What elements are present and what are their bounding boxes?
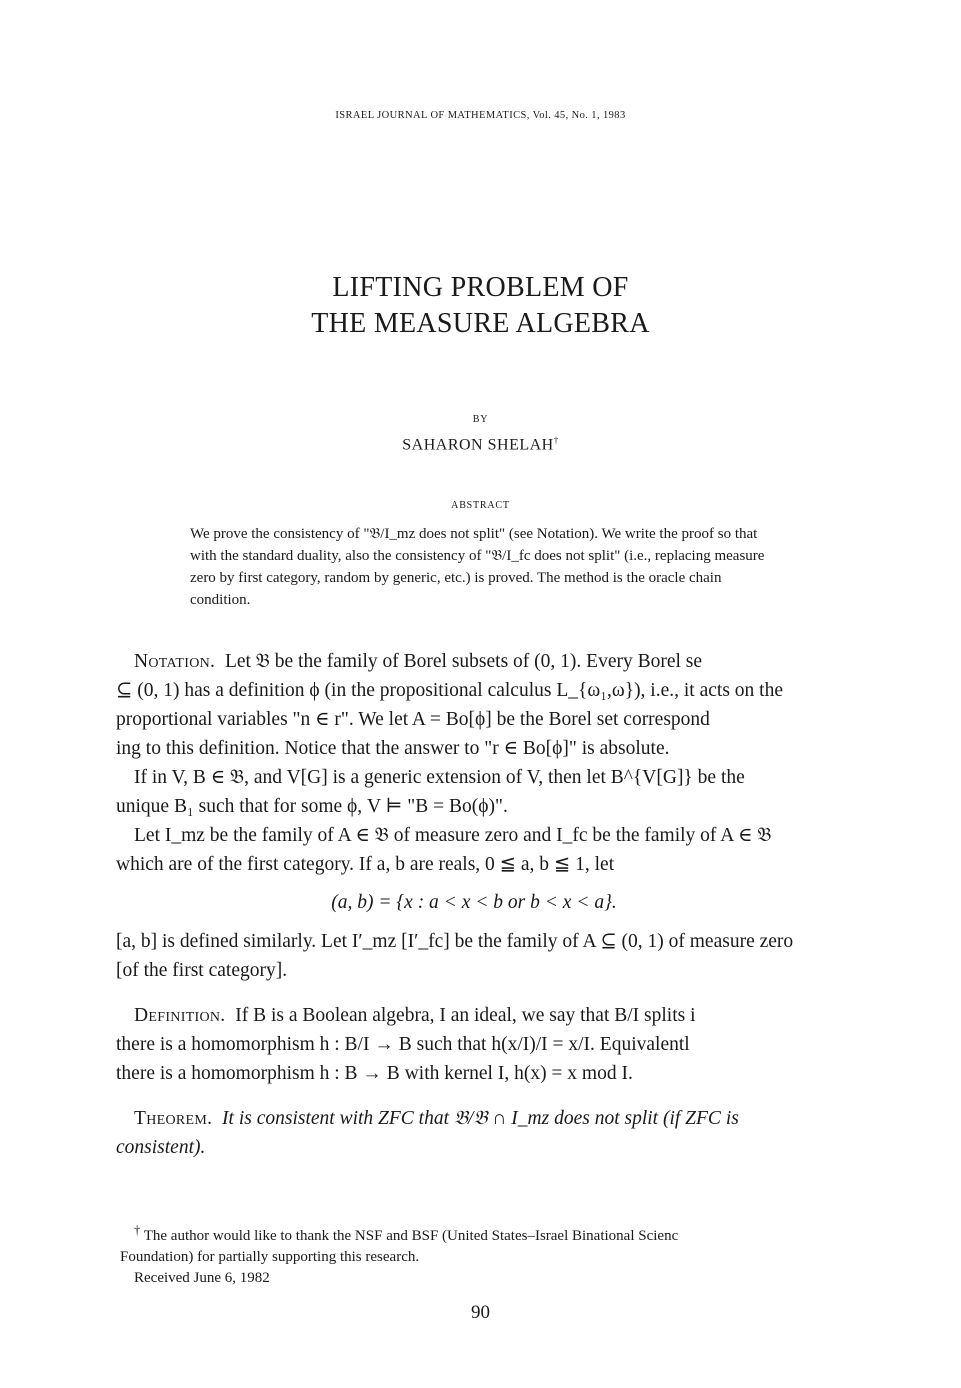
abstract-heading: ABSTRACT	[451, 500, 510, 511]
definition-line: Definition. If B is a Boolean algebra, I an ideal, we say that B/I splits i	[134, 1005, 696, 1026]
author-footnote-mark: †	[553, 435, 559, 445]
generic-extension-line: unique B₁ such that for some ϕ, V ⊨ "B = Bo(ϕ)".	[116, 796, 508, 817]
theorem-line: Theorem. It is consistent with ZFC that 𝔅/𝔅 ∩ I_mz does not split (if ZFC is	[134, 1108, 739, 1129]
abstract-text: We prove the consistency of "𝔅/I_mz does not split" (see Notation). We write the proof so that with the standard duality, also the consistency of "𝔅/I_fc does not split" (i.e., replacing measure zero by first category, random by generic, etc.) is proved. The method is the oracle chain condition.	[190, 526, 765, 608]
theorem-line: consistent).	[116, 1137, 206, 1158]
generic-extension-line: If in V, B ∈ 𝔅, and V[G] is a generic extension of V, then let B^{V[G]} be the	[134, 767, 745, 788]
footnote	[120, 1220, 832, 1289]
running-head: ISRAEL JOURNAL OF MATHEMATICS, Vol. 45, No. 1, 1983	[335, 110, 626, 121]
definition-label: Definition.	[134, 1005, 226, 1026]
notation-paragraph-line: ing to this definition. Notice that the answer to "r ∈ Bo[ϕ]" is absolute.	[116, 738, 670, 759]
title-line-2: THE MEASURE ALGEBRA	[311, 308, 650, 339]
footnote-line: Foundation) for partially supporting this research.	[120, 1249, 420, 1265]
title-line-1: LIFTING PROBLEM OF	[332, 272, 629, 303]
received-date: Received June 6, 1982	[134, 1270, 270, 1286]
ideals-line: which are of the first category. If a, b are reals, 0 ≦ a, b ≦ 1, let	[116, 854, 615, 875]
notation-paragraph-line: Notation. Let 𝔅 be the family of Borel subsets of (0, 1). Every Borel se	[134, 651, 703, 672]
notation-paragraph-line: proportional variables "n ∈ r". We let A = Bo[ϕ] be the Borel set correspond	[116, 709, 710, 730]
abstract	[190, 523, 770, 611]
notation-label: Notation.	[134, 651, 216, 672]
body-text	[116, 647, 832, 1162]
author-name	[0, 435, 961, 454]
paper-title	[0, 270, 961, 342]
footnote-line: † The author would like to thank the NSF and BSF (United States–Israel Binational Scienc	[134, 1223, 679, 1244]
byline-by: BY	[472, 414, 489, 425]
ideals-line: Let I_mz be the family of A ∈ 𝔅 of measure zero and I_fc be the family of A ∈ 𝔅	[134, 825, 772, 846]
definition-line: there is a homomorphism h : B/I → B such that h(x/I)/I = x/I. Equivalentl	[116, 1034, 690, 1055]
closed-interval-line: [of the first category].	[116, 960, 288, 981]
definition-line: there is a homomorphism h : B → B with kernel I, h(x) = x mod I.	[116, 1063, 633, 1084]
author-name-text: SAHARON SHELAH	[402, 436, 554, 454]
footnote-mark: †	[134, 1223, 141, 1237]
notation-paragraph-line: ⊆ (0, 1) has a definition ϕ (in the propositional calculus L_{ω₁,ω}), i.e., it acts on the	[116, 680, 783, 701]
theorem-label: Theorem.	[134, 1108, 213, 1129]
closed-interval-line: [a, b] is defined similarly. Let I′_mz [I′_fc] be the family of A ⊆ (0, 1) of measure zero	[116, 931, 794, 952]
page-number: 90	[471, 1302, 490, 1323]
interval-formula: (a, b) = {x : a < x < b or b < x < a}.	[331, 892, 617, 913]
